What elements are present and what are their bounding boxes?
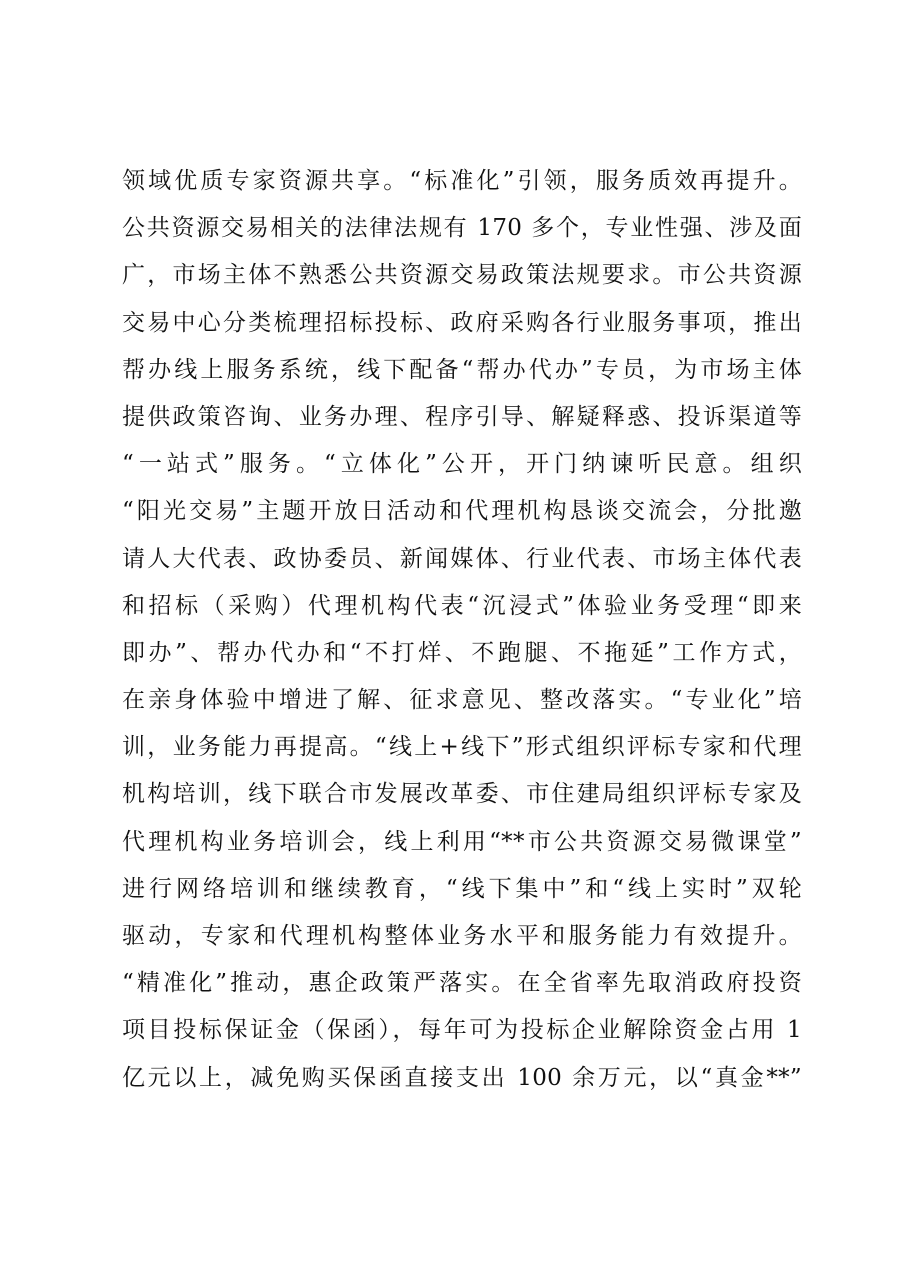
text-line: 驱动，专家和代理机构整体业务水平和服务能力有效提升。 (122, 923, 802, 949)
text-line: “精准化”推动，惠企政策严落实。在全省率先取消政府投资 (122, 970, 802, 997)
text-line: 和招标（采购）代理机构代表“沉浸式”体验业务受理“即来 (122, 592, 802, 619)
body-text (122, 158, 802, 1102)
text-line: 公共资源交易相关的法律法规有 170 多个，专业性强、涉及面 (122, 215, 802, 242)
text-line: 在亲身体验中增进了解、征求意见、整改落实。“专业化”培 (122, 687, 802, 714)
text-line: 领域优质专家资源共享。“标准化”引领，服务质效再提升。 (122, 168, 802, 194)
text-line: 广，市场主体不熟悉公共资源交易政策法规要求。市公共资源 (122, 262, 802, 289)
text-line: “一站式”服务。“立体化”公开，开门纳谏听民意。组织 (122, 451, 802, 478)
text-line: 提供政策咨询、业务办理、程序引导、解疑释惑、投诉渠道等 (122, 403, 802, 430)
text-line: 请人大代表、政协委员、新闻媒体、行业代表、市场主体代表 (122, 545, 802, 572)
text-line: “阳光交易”主题开放日活动和代理机构恳谈交流会，分批邀 (122, 498, 802, 525)
text-line: 代理机构业务培训会，线上利用“**市公共资源交易微课堂” (122, 828, 802, 855)
text-line: 项目投标保证金（保函），每年可为投标企业解除资金占用 1 (122, 1017, 802, 1044)
text-line: 即办”、帮办代办和“不打烊、不跑腿、不拖延”工作方式， (122, 639, 802, 666)
text-line: 交易中心分类梳理招标投标、政府采购各行业服务事项，推出 (122, 309, 802, 336)
text-line: 机构培训，线下联合市发展改革委、市住建局组织评标专家及 (122, 781, 802, 808)
text-line: 训，业务能力再提高。“线上+线下”形式组织评标专家和代理 (122, 734, 802, 761)
text-line: 进行网络培训和继续教育，“线下集中”和“线上实时”双轮 (122, 875, 802, 902)
text-line: 亿元以上，减免购买保函直接支出 100 余万元，以“真金**” (122, 1064, 802, 1091)
text-line: 帮办线上服务系统，线下配备“帮办代办”专员，为市场主体 (122, 356, 802, 383)
